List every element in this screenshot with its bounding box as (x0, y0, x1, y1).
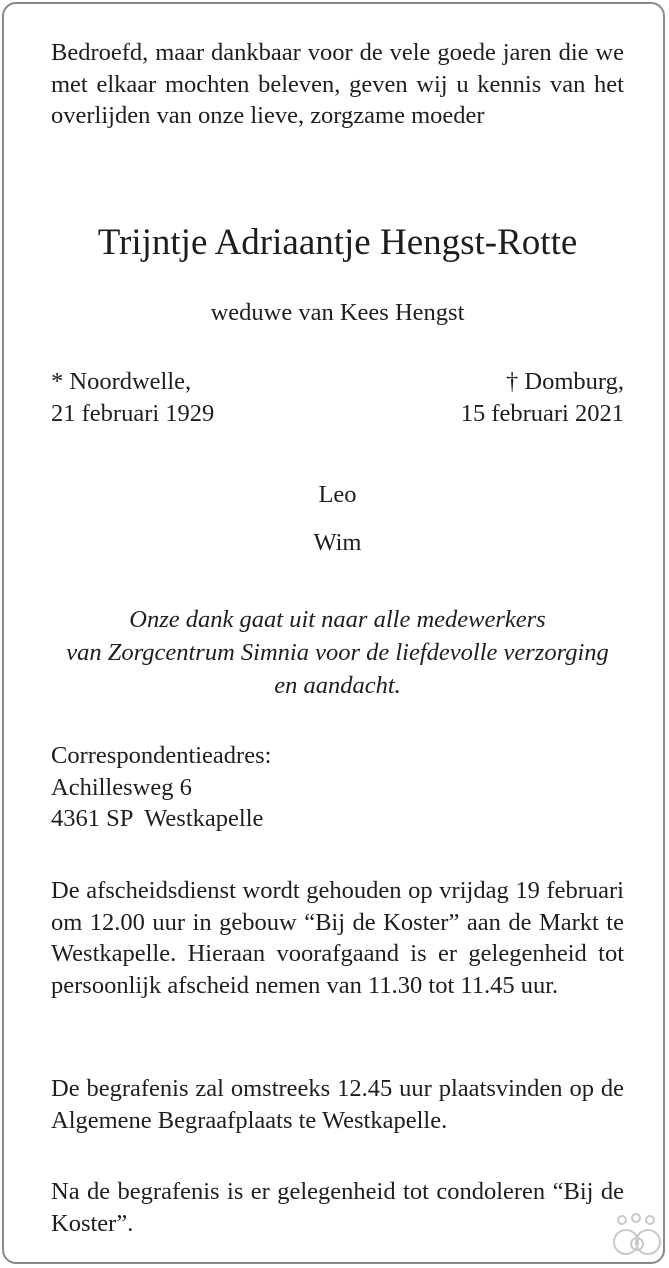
child-name-wim: Wim (313, 529, 362, 556)
correspondence-address (51, 740, 624, 835)
thanks-line: Onze dank gaat uit naar alle medewerkers (129, 606, 546, 633)
thanks-text (51, 603, 624, 702)
death-info (461, 366, 624, 429)
people-circles-logo-icon (612, 1212, 664, 1258)
address-street: Achillesweg 6 (51, 773, 192, 801)
birth-place: * Noordwelle, (51, 368, 192, 395)
obituary-card (2, 2, 665, 1264)
birth-info (51, 366, 214, 429)
death-place: † Domburg, (506, 368, 624, 395)
service-text: De afscheidsdienst wordt gehouden op vrijdag 19 februari om 12.00 uur in gebouw “Bij de Koster” aan de Markt te Westkapelle. Hieraan voorafgaand is er gelegenheid tot persoonlijk afscheid nemen van 11.30 tot 11.45 uur. (51, 877, 624, 999)
intro-text: Bedroefd, maar dankbaar voor de vele goede jaren die we met elkaar mochten beleven, geven wij u kennis van het overlijden van onze lieve, zorgzame moeder (51, 39, 624, 129)
widow-of-line: weduwe van Kees Hengst (210, 299, 465, 326)
condolence-text: Na de begrafenis is er gelegenheid tot condoleren “Bij de Koster”. (51, 1178, 624, 1237)
thanks-line: van Zorgcentrum Simnia voor de liefdevolle verzorging (66, 639, 609, 666)
deceased-name: Trijntje Adriaantje Hengst-Rotte (97, 222, 578, 263)
thanks-line: en aandacht. (274, 672, 401, 699)
birth-date: 21 februari 1929 (51, 399, 215, 427)
child-name-leo: Leo (318, 481, 357, 508)
obituary-content (51, 37, 624, 1237)
address-city: 4361 SP Westkapelle (51, 805, 264, 832)
burial-text: De begrafenis zal omstreeks 12.45 uur plaatsvinden op de Algemene Begraafplaats te Westkapelle. (51, 1075, 624, 1134)
death-date: 15 februari 2021 (460, 399, 624, 427)
address-label: Correspondentieadres: (51, 742, 272, 769)
